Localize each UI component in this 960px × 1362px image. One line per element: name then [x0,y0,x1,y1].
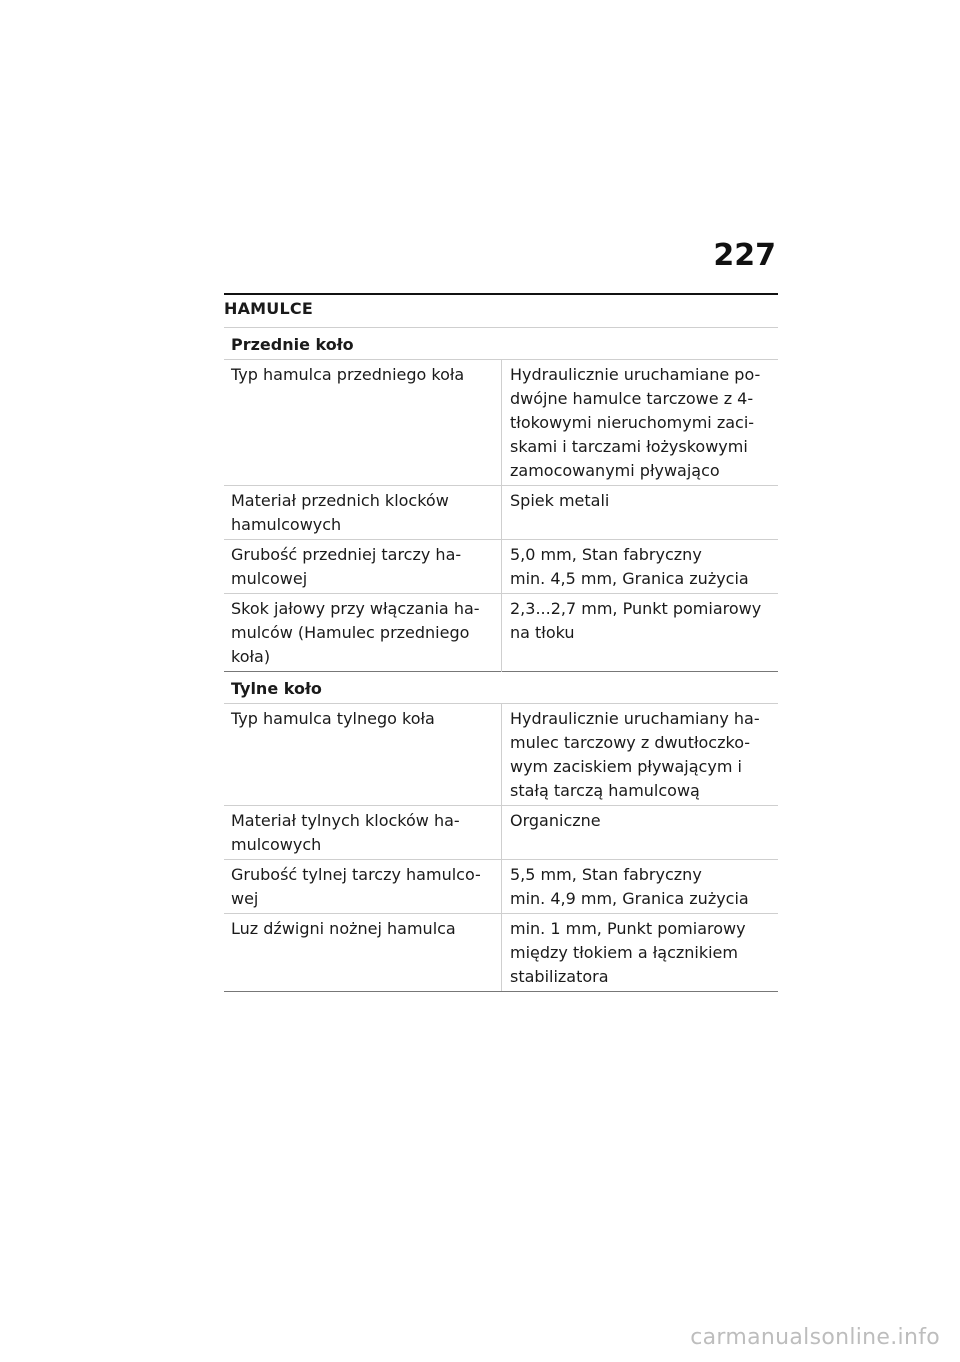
spec-label-cell [224,860,502,914]
spec-value-line: między tłokiem a łącznikiem [510,943,738,962]
spec-label-line: Skok jałowy przy włączania ha- [231,599,480,618]
spec-label-line: hamulcowych [231,515,342,534]
table-row [224,914,778,992]
spec-value-line: wym zaciskiem pływającym i [510,757,742,776]
spec-value-cell [502,594,779,672]
spec-value-line: 5,5 mm, Stan fabryczny [510,865,702,884]
spec-value-line: Hydraulicznie uruchamiane po- [510,365,761,384]
table-row [224,540,778,594]
table-row [224,594,778,672]
spec-value-line: 2,3...2,7 mm, Punkt pomiarowy [510,599,762,618]
section-title: HAMULCE [224,299,313,318]
spec-value-line: zamocowanymi pływająco [510,461,720,480]
spec-label-line: Typ hamulca tylnego koła [231,709,435,728]
spec-label-line: koła) [231,647,271,666]
page-number: 227 [713,238,776,273]
spec-value-cell [502,360,779,486]
spec-label-line: mulcowych [231,835,322,854]
spec-value-cell [502,486,779,540]
spec-label-line: Materiał przednich klocków [231,491,449,510]
brake-spec-table [224,327,778,992]
spec-value-line: 5,0 mm, Stan fabryczny [510,545,702,564]
spec-value-line: tłokowymi nieruchomymi zaci- [510,413,755,432]
spec-value-cell [502,704,779,806]
spec-value-line: Organiczne [510,811,601,830]
table-row [224,704,778,806]
spec-label-line: Luz dźwigni nożnej hamulca [231,919,456,938]
spec-label-cell [224,594,502,672]
spec-value-line: na tłoku [510,623,575,642]
spec-label-line: Typ hamulca przedniego koła [231,365,465,384]
spec-label-cell [224,360,502,486]
spec-label-cell [224,914,502,992]
spec-value-line: dwójne hamulce tarczowe z 4- [510,389,754,408]
front-group-heading: Przednie koło [224,328,778,360]
table-row [224,486,778,540]
spec-label-line: mulców (Hamulec przedniego [231,623,470,642]
spec-label-cell [224,806,502,860]
spec-value-line: min. 4,9 mm, Granica zużycia [510,889,749,908]
spec-value-cell [502,914,779,992]
spec-label-line: mulcowej [231,569,308,588]
spec-label-line: Materiał tylnych klocków ha- [231,811,460,830]
spec-value-line: Hydraulicznie uruchamiany ha- [510,709,760,728]
spec-value-line: min. 4,5 mm, Granica zużycia [510,569,749,588]
spec-value-line: skami i tarczami łożyskowymi [510,437,748,456]
spec-label-cell [224,540,502,594]
spec-table-body [224,328,778,992]
spec-label-line: Grubość tylnej tarczy hamulco- [231,865,481,884]
spec-label-cell [224,704,502,806]
spec-label-cell [224,486,502,540]
section-divider [224,293,778,295]
spec-label-line: wej [231,889,259,908]
rear-group-heading: Tylne koło [224,672,778,704]
spec-value-line: min. 1 mm, Punkt pomiarowy [510,919,746,938]
spec-value-cell [502,860,779,914]
spec-value-cell [502,806,779,860]
front-group-heading-row [224,328,778,360]
table-row [224,360,778,486]
spec-value-line: Spiek metali [510,491,610,510]
spec-value-line: stałą tarczą hamulcową [510,781,700,800]
spec-value-cell [502,540,779,594]
rear-group-heading-row [224,672,778,704]
table-row [224,860,778,914]
spec-label-line: Grubość przedniej tarczy ha- [231,545,462,564]
spec-value-line: mulec tarczowy z dwutłoczko- [510,733,751,752]
watermark: carmanualsonline.info [690,1325,940,1350]
table-row [224,806,778,860]
spec-value-line: stabilizatora [510,967,609,986]
